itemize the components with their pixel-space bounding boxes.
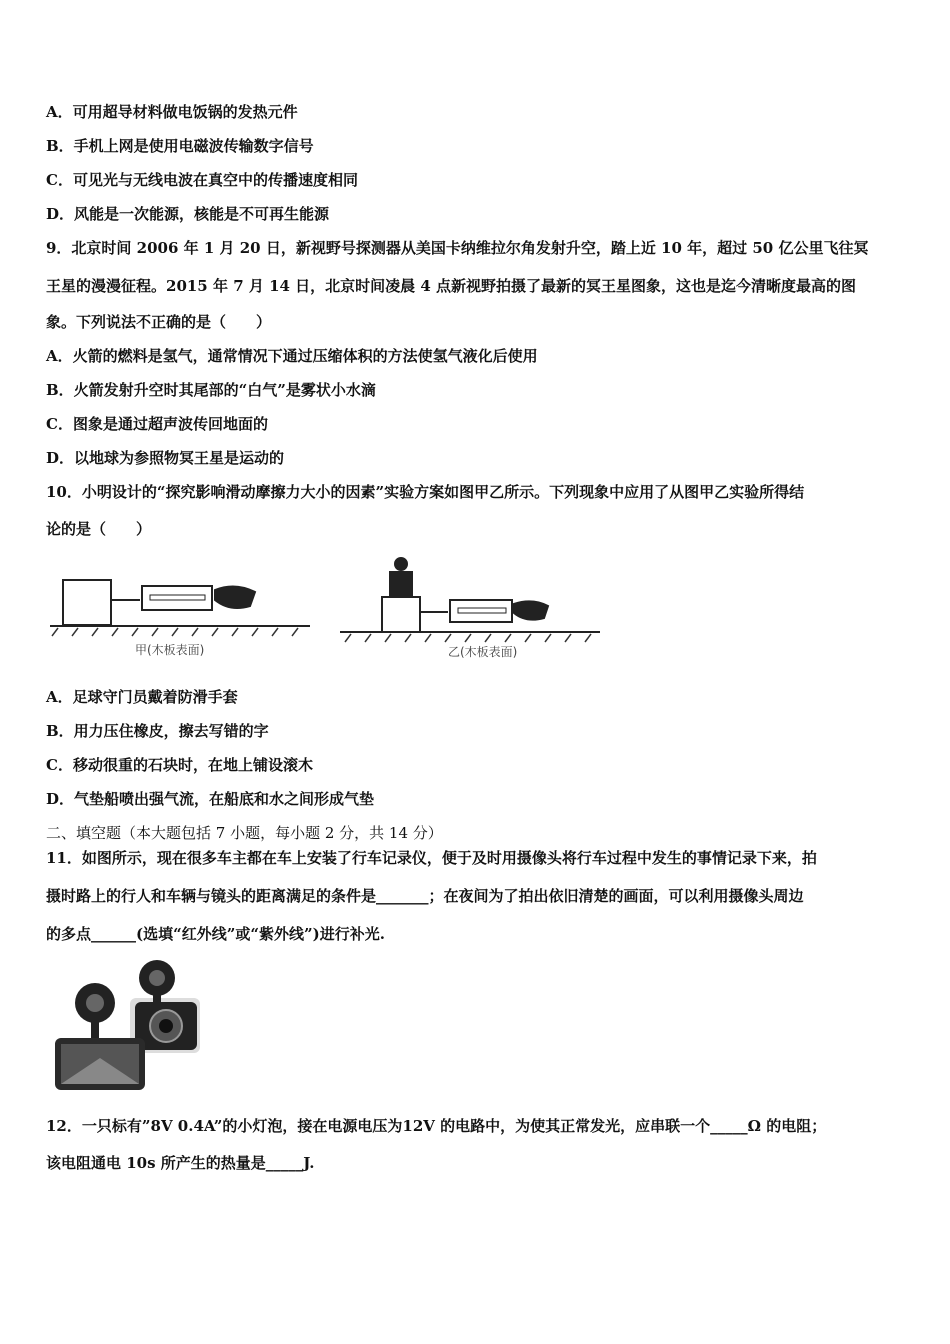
q10-option-a: A．足球守门员戴着防滑手套 [46, 688, 238, 706]
q9-stem-line: 象。下列说法不正确的是（ ） [46, 313, 272, 331]
q8-option-d: D．风能是一次能源，核能是不可再生能源 [46, 205, 330, 223]
q11-stem-line: 的多点______(选填“红外线”或“紫外线”)进行补光. [46, 925, 385, 943]
q10-option-b: B．用力压住橡皮，擦去写错的字 [46, 722, 269, 740]
q10-stem-line: 论的是（ ） [46, 520, 152, 538]
q11-stem-line: 11．如图所示，现在很多车主都在车上安装了行车记录仪，便于及时用摄像头将行车过程中发生的事情记录下来，拍 [46, 849, 817, 867]
q10-option-c: C．移动很重的石块时，在地上铺设滚木 [46, 756, 313, 774]
q9-option-d: D．以地球为参照物冥王星是运动的 [46, 449, 285, 467]
q9-option-c: C．图象是通过超声波传回地面的 [46, 415, 268, 433]
section-heading: 二、填空题（本大题包括 7 小题，每小题 2 分，共 14 分） [46, 824, 443, 842]
q8-option-c: C．可见光与无线电波在真空中的传播速度相同 [46, 171, 358, 189]
q11-stem-line: 摄时路上的行人和车辆与镜头的距离满足的条件是_______；在夜间为了拍出依旧清楚的画面，可以利用摄像头周边 [46, 887, 804, 905]
q12-stem-line: 该电阻通电 10s 所产生的热量是_____J. [46, 1154, 315, 1172]
q9-option-b: B．火箭发射升空时其尾部的“白气”是雾状小水滴 [46, 381, 376, 399]
q10-stem-line: 10．小明设计的“探究影响滑动摩擦力大小的因素”实验方案如图甲乙所示。下列现象中应用了从图甲乙实验所得结 [46, 483, 805, 501]
dashcam-image [55, 958, 205, 1093]
q10-option-d: D．气垫船喷出强气流，在船底和水之间形成气垫 [46, 790, 375, 808]
q9-stem-line: 王星的漫漫征程。2015 年 7 月 14 日，北京时间凌晨 4 点新视野拍摄了最新的冥王星图象，这也是迄今清晰度最高的图 [46, 277, 857, 295]
caption-jia: 甲(木板表面) [135, 643, 205, 657]
friction-experiment-figure [40, 550, 620, 670]
figure-jia [50, 580, 310, 626]
q8-option-a: A．可用超导材料做电饭锅的发热元件 [46, 103, 298, 121]
caption-yi: 乙(木板表面) [448, 645, 518, 659]
q9-option-a: A．火箭的燃料是氢气，通常情况下通过压缩体积的方法使氢气液化后使用 [46, 347, 538, 365]
q12-stem-line: 12．一只标有”8V 0.4A”的小灯泡，接在电源电压为12V 的电路中，为使其正常发光，应串联一个_____Ω 的电阻； [46, 1117, 827, 1135]
q8-option-b: B．手机上网是使用电磁波传输数字信号 [46, 137, 314, 155]
figure-yi [340, 558, 600, 632]
q9-stem-line: 9．北京时间 2006 年 1 月 20 日，新视野号探测器从美国卡纳维拉尔角发射升空，踏上近 10 年，超过 50 亿公里飞往冥 [46, 239, 869, 257]
